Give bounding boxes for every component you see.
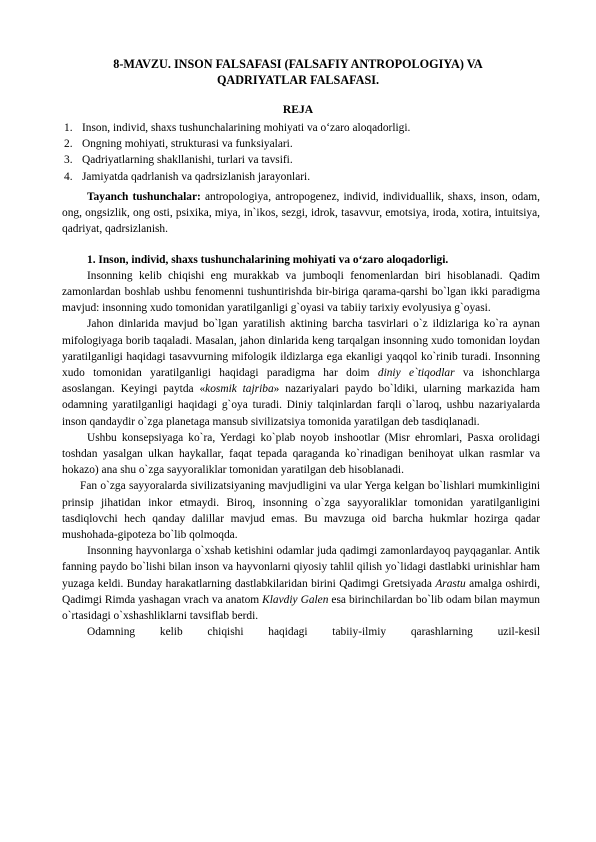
plan-item-text: Ongning mohiyati, strukturasi va funksiyalari. [82, 138, 293, 151]
italic-name-arastu: Arastu [435, 577, 466, 590]
plan-item-number: 3. [64, 154, 73, 167]
paragraph-2-part-c: » nazariyalari paydo bo`ldiki, ularning markazida ham odamning yaratilganligi haqidagi g`oya turadi. Diniy talqinlardan farqli o`laroq, ushbu nazariyalarda inson qandaydir o`zga planetaga mansub sivilizatsiya tomonida yaratilgan deb tasdiqlanadi. [62, 383, 540, 428]
italic-term-religious-beliefs: diniy e`tiqodlar [377, 367, 455, 380]
plan-item-text: Inson, individ, shaxs tushunchalarining mohiyati va o‘zaro aloqadorligi. [82, 122, 411, 134]
paragraph-4: Fan o`zga sayyoralarda sivilizatsiyaning mavjudligini va ular Yerga kelgan bo`lishlari mumkinligini prinsip jihatidan inkor etmaydi. Biroq, insonning o`zga sayyoraliklar tomonidan yaratilganligini tasdiqlovchi hech qanday dalillar mavjud emas. Bu mavzuga oid barcha hukmlar hozirga qadar mushohada-gipoteza bo`lib qolmoqda. [62, 480, 540, 542]
section-heading-text: 1. Inson, individ, shaxs tushunchalarining mohiyati va o‘zaro aloqadorligi. [87, 253, 449, 266]
paragraph-2-part-a: Jahon dinlarida mavjud bo`lgan yaratilish aktining barcha tasvirlari o`z ildizlariga ko`ra aynan mifologiyaga borib taqaladi. Masalan, jahon dinlarida keng tarqalgan insonning xudo tomonidan loydan yaratilganligi haqidagi tasavvurning mifologik ildizlarga ega ekanligi yaqqol ko`rinib turadi. Insonning xudo tomonidan yaratilganligi haqidagi paradigma har doim [62, 318, 540, 380]
document-body [62, 189, 540, 640]
plan-heading: REJA [282, 103, 314, 116]
paragraph-5-part-b: amalga oshirdi, Qadimgi Rimda yashagan vrach va anatom [62, 577, 540, 606]
paragraph-5 [62, 543, 540, 624]
paragraph-2 [62, 316, 540, 429]
paragraph-1: Insonning kelib chiqishi eng murakkab va jumboqli fenomenlardan biri hisoblanadi. Qadim zamonlardan boshlab ushbu fenomenni tushuntirishda bir-biriga qarama-qarshi bo`lgan ikki paradigma mavjud: insonning xudo tomonidan yaratilganligi g`oyasi va tabiiy tarixiy evolyusiya g`oyasi. [62, 269, 540, 315]
plan-item-number: 1. [64, 122, 73, 134]
italic-term-cosmic-experience: kosmik tajriba [205, 383, 274, 396]
plan-item [64, 136, 544, 152]
title-line-1: 8-MAVZU. INSON FALSAFASI (FALSAFIY ANTROPOLOGIYA) VA [113, 57, 483, 71]
plan-item-number: 2. [64, 138, 73, 151]
paragraph-2-part-b: va ishonchlarga asoslangan. Keyingi paytda « [62, 367, 540, 396]
plan-item [64, 169, 544, 185]
keywords-paragraph [62, 189, 540, 238]
plan-item [64, 152, 544, 168]
paragraph-5-part-c: esa birinchilardan bo`lib odam bilan maymun o`rtasidagi o`xshashliklarni tavsiflab berdi. [62, 593, 540, 623]
keywords-label: Tayanch tushunchalar: [87, 191, 201, 203]
plan-item [64, 120, 544, 136]
plan-item-text: Qadriyatlarning shakllanishi, turlari va tavsifi. [82, 154, 293, 167]
spacer [62, 238, 540, 252]
paragraph-6: Odamning kelib chiqishi haqidagi tabiiy-ilmiy qarashlarning uzil-kesil [87, 626, 540, 639]
paragraph-3: Ushbu konsepsiyaga ko`ra, Yerdagi ko`plab noyob inshootlar (Misr ehromlari, Pasxa orolidagi toshdan yasalgan ulkan haykallar, faqat tepada qaraganda ko`rinadigan benihoyat ulkan rasmlar va hokazo) ana shu o`zga sayyoraliklar tomonidan yaratilgan deb hisoblanadi. [62, 431, 540, 477]
paragraph-5-part-a: Insonning hayvonlarga o`xshab ketishini odamlar juda qadimgi zamonlardayoq payqaganlar. Antik fanning paydo bo`lishi bilan inson va hayvonlarni qiyosiy tahlil qilish yo`lidagi dastlabki urinishlar ham yuzaga keldi. Bunday harakatlarning dastlabkilaridan birini Qadimgi Gretsiyada [62, 545, 540, 590]
page-title [70, 56, 526, 88]
section-heading [62, 252, 540, 268]
plan-list [64, 120, 544, 185]
plan-item-text: Jamiyatda qadrlanish va qadrsizlanish jarayonlari. [82, 170, 311, 183]
plan-item-number: 4. [64, 170, 73, 183]
keywords-text: antropologiya, antropogenez, individ, individuallik, shaxs, inson, odam, ong, ongsizlik, ong osti, psixika, miya, in`ikos, sezgi, idrok, tasavvur, emotsiya, iroda, xotira, intuitsiya, qadriyat, qadrsizlanish. [62, 191, 540, 236]
title-line-2: QADRIYATLAR FALSAFASI. [216, 73, 380, 87]
italic-name-galen: Klavdiy Galen [262, 593, 329, 606]
